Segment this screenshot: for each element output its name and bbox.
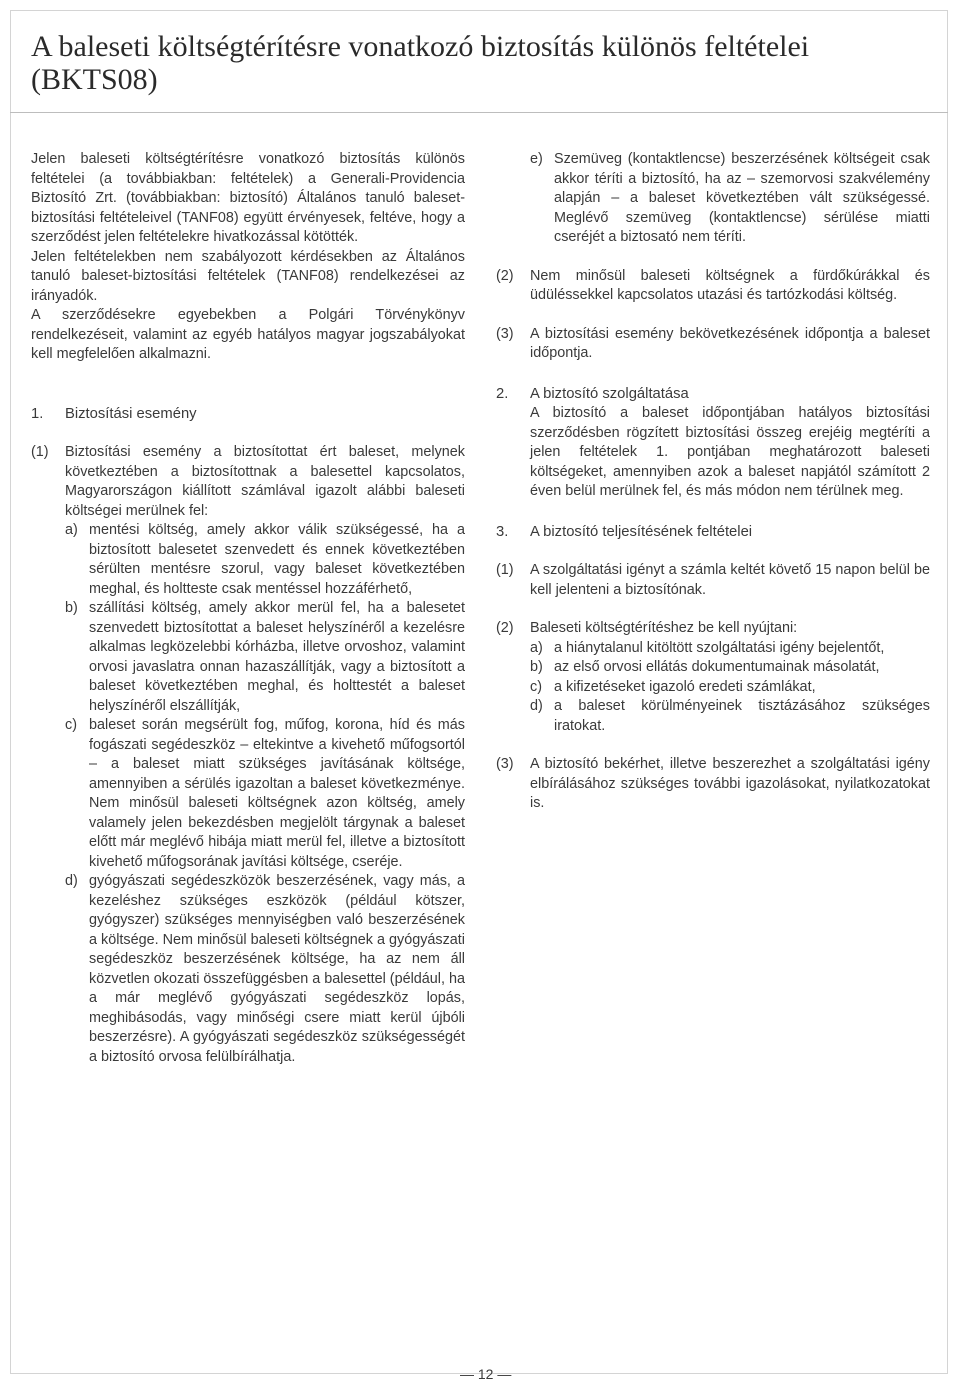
list-item [530, 658, 930, 678]
section-heading [496, 385, 930, 405]
paragraph-number: (2) [496, 267, 514, 284]
section-heading [496, 523, 930, 543]
spacer [496, 502, 930, 523]
intro-paragraph: A szerződésekre egyebekben a Polgári Törvénykönyv rendelkezéseit, valamint az egyéb hatályos magyar jogszabályokat kell megfelelően alkalmazni. [31, 307, 465, 362]
paragraph-body [530, 619, 930, 736]
spacer [496, 542, 930, 561]
title-divider [10, 112, 948, 113]
list-item [530, 697, 930, 736]
paragraph-body [65, 443, 465, 1067]
item-letter: e) [530, 151, 543, 167]
item-letter: d) [530, 698, 543, 714]
left-column [31, 150, 465, 1067]
paragraph-text: Biztosítási esemény a biztosítottat ért baleset, melynek következtében a biztosítottnak a balesettel kapcsolatos, Magyarországon kiállított számlával igazolt alábbi baleseti költségei merülnek fel: [65, 444, 465, 519]
item-text: Szemüveg (kontaktlencse) beszerzésének költségeit csak akkor téríti a biztosító, ha az – szemorvosi szakvélemény alapján – a baleset következtében vált szükségessé. Meglévő szemüveg (kontaktlencse) sérülése miatti cseréjét a biztosató nem téríti. [554, 151, 930, 245]
spacer [496, 600, 930, 619]
item-letter: c) [65, 717, 77, 733]
item-letter: d) [65, 873, 78, 889]
right-column [496, 150, 930, 814]
numbered-paragraph [496, 619, 930, 736]
section-text: A biztosító a baleset időpontjában hatályos biztosítási szerződésben rögzített biztosítási összeg erejéig megtéríti a jelen feltételek 1. pontjában meghatározott baleseti költségeket, amennyiben azok a baleset napjától számított 2 éven belül merülnek fel, és más módon nem térülnek meg. [530, 405, 930, 499]
item-text: a baleset körülményeinek tisztázásához szükséges iratokat. [554, 698, 930, 734]
item-text: mentési költség, amely akkor válik szükségessé, ha a biztosított balesetet szenvedett és ennek következtében sérülten mentésre szorul, vagy baleset következtében meghal, és holtteste csak mentéssel hozzáférhető, [89, 522, 465, 597]
item-letter: a) [530, 639, 543, 656]
numbered-paragraph [496, 325, 930, 364]
paragraph-number: (2) [496, 620, 514, 636]
numbered-paragraph [496, 755, 930, 814]
paragraph-number: (3) [496, 756, 514, 772]
section-title: Biztosítási esemény [65, 405, 197, 422]
numbered-paragraph [31, 443, 465, 1067]
section-number: 3. [496, 523, 509, 540]
item-letter: c) [530, 678, 542, 695]
item-letter: b) [530, 659, 543, 675]
document-title: A baleseti költségtérítésre vonatkozó biztosítás különös feltételei (BKTS08) [31, 30, 810, 96]
section-number: 2. [496, 385, 509, 402]
item-text: baleset során megsérült fog, műfog, korona, híd és más fogászati segédeszköz – eltekintve a kivehető műfogsortól – a baleset miatt szükséges javításának költsége, amennyiben a sérülés igazoltan a baleset következménye. Nem minősül baleseti költségnek azon költség, amely valamely jelen bekezdésben megjelölt tárgynak a baleset előtt már meglévő hibája miatt merül fel, illetve a biztosított kivehető műfogsorának javítási költsége, cseréje. [89, 717, 465, 870]
item-text: az első orvosi ellátás dokumentumainak másolatát, [554, 659, 880, 675]
page-number: — 12 — [460, 1366, 512, 1382]
list-item-continuation [496, 150, 930, 248]
list-item [530, 678, 930, 698]
item-letter: b) [65, 600, 78, 616]
spacer [31, 424, 465, 443]
paragraph-text: A szolgáltatási igényt a számla keltét követő 15 napon belül be kell jelenteni a biztosítónak. [530, 562, 930, 598]
paragraph-text: A biztosító bekérhet, illetve beszerezhet a szolgáltatási igény elbírálásához szükséges további igazolásokat, nyilatkozatokat is. [530, 756, 930, 811]
spacer [31, 365, 465, 405]
paragraph-text: Nem minősül baleseti költségnek a fürdőkúrákkal és üdüléssekkel kapcsolatos utazási és tartózkodási költség. [530, 267, 930, 303]
list-item [65, 872, 465, 1067]
list-item [65, 599, 465, 716]
list-item [530, 150, 930, 248]
list-item [530, 639, 930, 659]
numbered-paragraph [496, 267, 930, 306]
list-item [65, 521, 465, 599]
intro-paragraph: Jelen feltételekben nem szabályozott kérdésekben az Általános tanuló baleset-biztosítási feltételek (TANF08) rendelkezései az irányadók. [31, 248, 465, 304]
item-text: a kifizetéseket igazoló eredeti számlákat, [554, 678, 816, 695]
spacer [496, 736, 930, 755]
item-text: gyógyászati segédeszközök beszerzésének, vagy más, a kezeléshez szükséges eszközök (például kötszer, gyógyszer) szükséges mennyiségben való beszerzésének a költsége. Nem minősül baleseti költségnek a gyógyászati segédeszköz beszerzésének költsége, ha az nem áll közvetlen okozati összefüggésben a balesettel (például, ha a már meglévő gyógyászati segédeszköz lopás, meghibásodás, vagy minőségi csere miatt kerül újbóli beszerzésre). A gyógyászati segédeszköz szükségességét a biztosító orvosa felülbírálhatja. [89, 873, 466, 1065]
item-letter: a) [65, 522, 78, 538]
paragraph-number: (1) [31, 444, 49, 460]
numbered-paragraph [496, 561, 930, 600]
paragraph-text: A biztosítási esemény bekövetkezésének időpontja a baleset időpontja. [530, 325, 930, 361]
list-item [65, 716, 465, 872]
item-text: szállítási költség, amely akkor merül fel, ha a balesetet szenvedett biztosítottat a baleset helyszínéről a kezelésre alkalmas legközelebbi kórházba, illetve orvoshoz, valamint orvosi javaslatra onnan hazaszállítják, vagy a biztosított a baleset következtében meghal, és holttestét a baleset helyszínéről elszállítják, [89, 600, 465, 714]
paragraph-number: (1) [496, 562, 514, 578]
section-title: A biztosító szolgáltatása [530, 385, 689, 402]
section-title: A biztosító teljesítésének feltételei [530, 523, 753, 540]
spacer [496, 306, 930, 325]
paragraph-text: Baleseti költségtérítéshez be kell nyújtani: [530, 620, 798, 636]
intro-paragraph: Jelen baleseti költségtérítésre vonatkozó biztosítás különös feltételei (a továbbiakban: feltételek) a Generali-Providencia Biztosító Zrt. (továbbiakban: biztosító) Általános tanuló baleset-biztosítási feltételeivel (TANF08) együtt érvényesek, feltéve, hogy a szerződést jelen feltételekre hivatkozással kötötték. [31, 151, 465, 245]
spacer [496, 248, 930, 267]
paragraph-number: (3) [496, 325, 514, 342]
item-text: a hiánytalanul kitöltött szolgáltatási igény bejelentőt, [554, 639, 885, 656]
section-number: 1. [31, 405, 44, 422]
section-heading [31, 405, 465, 425]
spacer [496, 364, 930, 385]
